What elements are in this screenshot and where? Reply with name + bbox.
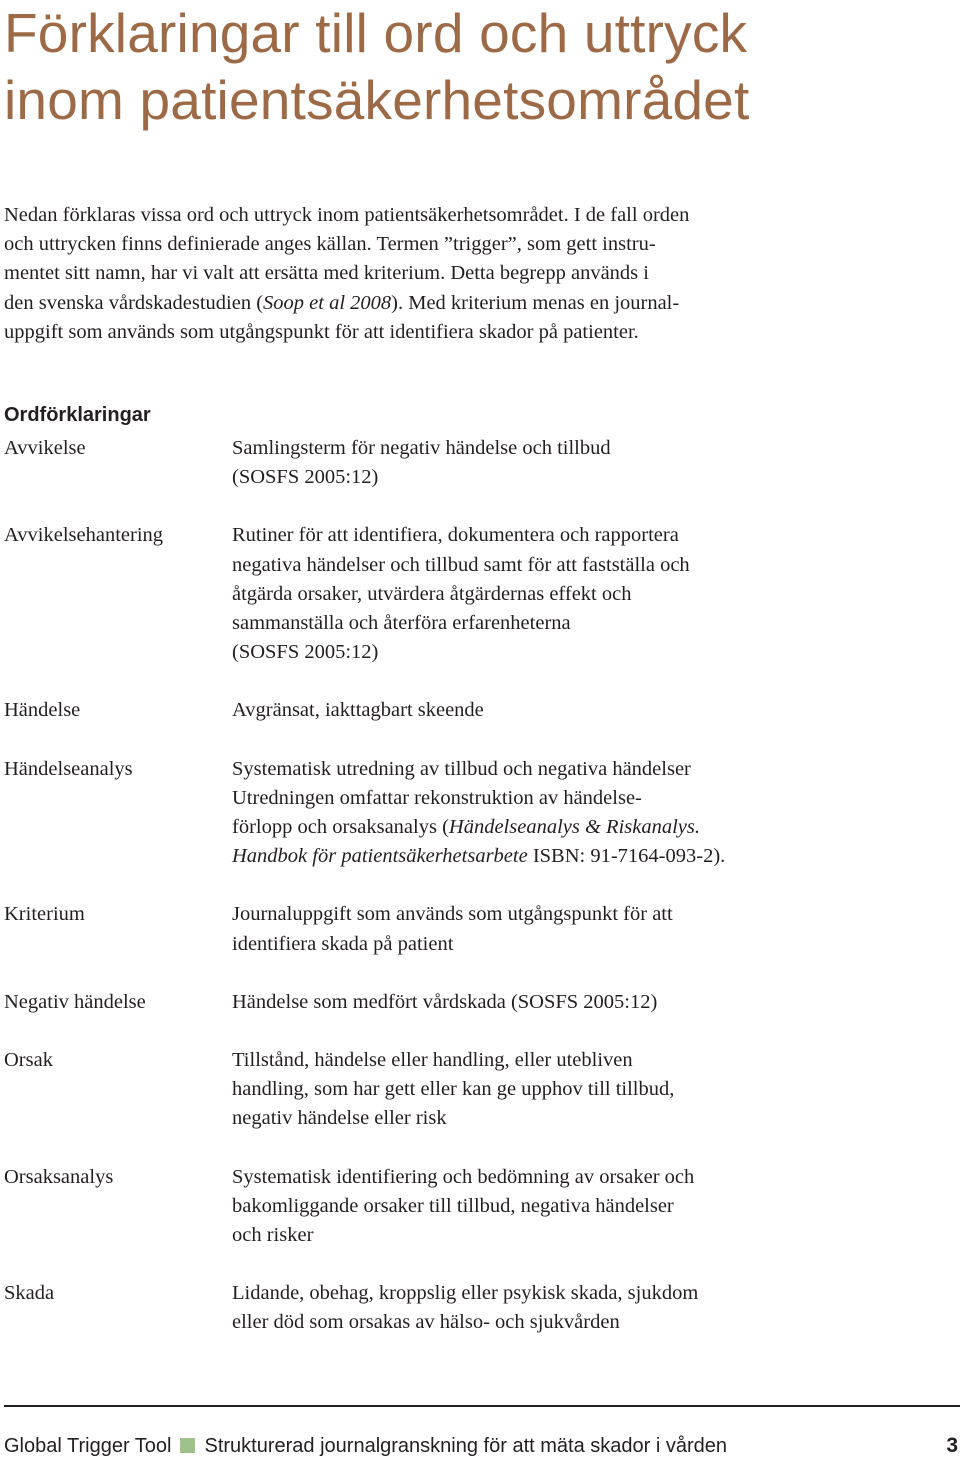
definition-line: eller död som orsakas av hälso- och sjukvården [232, 1311, 620, 1334]
glossary-entry [4, 434, 954, 492]
definition-line: Systematisk utredning av tillbud och negativa händelser [232, 757, 691, 780]
glossary-term: Händelse [4, 699, 81, 722]
glossary-definition [232, 696, 954, 725]
glossary-definition [232, 521, 954, 667]
glossary-term: Skada [4, 1282, 55, 1305]
glossary-term: Negativ händelse [4, 990, 146, 1013]
glossary-definition [232, 1046, 954, 1134]
glossary-list [4, 434, 954, 1367]
page-number: 3 [946, 1434, 958, 1457]
definition-line: handling, som har gett eller kan ge upphov till tillbud, [232, 1078, 675, 1101]
intro-line: och uttrycken finns definierade anges källan. Termen ”trigger”, som gett instru- [4, 233, 656, 256]
definition-text: förlopp och orsaksanalys ( [232, 816, 449, 839]
glossary-definition [232, 1163, 954, 1251]
definition-line: Utredningen omfattar rekonstruktion av händelse- [232, 786, 642, 809]
definition-line: Systematisk identifiering och bedömning av orsaker och [232, 1165, 695, 1188]
publication-subtitle: Strukturerad journalgranskning för att mäta skador i vården [204, 1435, 727, 1457]
intro-line [4, 289, 764, 318]
definition-line: Lidande, obehag, kroppslig eller psykisk skada, sjukdom [232, 1282, 699, 1305]
intro-line: Nedan förklaras vissa ord och uttryck inom patientsäkerhetsområdet. I de fall orden [4, 204, 690, 226]
glossary-heading: Ordförklaringar [4, 404, 151, 426]
glossary-term: Avvikelse [4, 437, 86, 459]
page-title [4, 0, 954, 134]
definition-line: negativ händelse eller risk [232, 1107, 447, 1130]
definition-line: åtgärda orsaker, utvärdera åtgärdernas effekt och [232, 582, 632, 605]
glossary-definition [232, 434, 954, 492]
glossary-entry [4, 521, 954, 667]
definition-citation: Händelseanalys & Riskanalys. [448, 816, 700, 839]
definition-line: sammanställa och återföra erfarenheterna [232, 612, 571, 635]
glossary-term: Orsaksanalys [4, 1165, 114, 1188]
definition-citation: Handbok för patientsäkerhetsarbete [232, 845, 528, 868]
definition-line [232, 813, 954, 842]
definition-line [232, 842, 954, 871]
footer-left [4, 1431, 727, 1461]
intro-text: ). Med kriterium menas en journal- [391, 291, 680, 314]
definition-text: ISBN: 91-7164-093-2). [527, 845, 726, 868]
definition-line: bakomliggande orsaker till tillbud, negativa händelser [232, 1194, 674, 1217]
glossary-entry [4, 1163, 954, 1251]
definition-line: (SOSFS 2005:12) [232, 641, 379, 664]
glossary-entry [4, 900, 954, 958]
glossary-term: Orsak [4, 1049, 53, 1072]
definition-line: Samlingsterm för negativ händelse och tillbud [232, 437, 611, 459]
definition-line: Avgränsat, iakttagbart skeende [232, 699, 484, 722]
glossary-entry [4, 696, 954, 725]
intro-line: mentet sitt namn, har vi valt att ersätta med kriterium. Detta begrepp används i [4, 262, 649, 285]
footer-divider [4, 1405, 960, 1407]
definition-line: negativa händelser och tillbud samt för att fastställa och [232, 553, 690, 576]
definition-line: Händelse som medfört vårdskada (SOSFS 2005:12) [232, 990, 658, 1013]
glossary-term: Händelseanalys [4, 757, 133, 780]
definition-line: Rutiner för att identifiera, dokumentera och rapportera [232, 524, 679, 547]
publication-name: Global Trigger Tool [4, 1435, 172, 1457]
glossary-definition [232, 755, 954, 872]
glossary-definition [232, 900, 954, 958]
glossary-entry [4, 1046, 954, 1134]
glossary-definition [232, 1279, 954, 1337]
definition-line: identifiera skada på patient [232, 932, 454, 955]
green-square-icon [180, 1438, 195, 1453]
intro-paragraph [4, 201, 764, 347]
glossary-entry [4, 755, 954, 872]
intro-citation-authors: Soop et al [263, 291, 346, 314]
intro-citation-year: 2008 [345, 291, 392, 314]
intro-text: den svenska vårdskadestudien ( [4, 291, 264, 314]
definition-line: Tillstånd, händelse eller handling, eller utebliven [232, 1049, 633, 1072]
page-title-line: inom patientsäkerhetsområdet [4, 69, 750, 131]
definition-line: (SOSFS 2005:12) [232, 466, 379, 489]
glossary-term: Kriterium [4, 903, 85, 926]
glossary-entry [4, 988, 954, 1017]
glossary-entry [4, 1279, 954, 1337]
glossary-definition [232, 988, 954, 1017]
page-title-line: Förklaringar till ord och uttryck [4, 2, 748, 64]
definition-line: och risker [232, 1224, 314, 1247]
page-footer [4, 1431, 960, 1461]
glossary-term: Avvikelsehantering [4, 524, 164, 547]
intro-line: uppgift som används som utgångspunkt för att identifiera skador på patienter. [4, 320, 639, 343]
definition-line: Journaluppgift som används som utgångspunkt för att [232, 903, 673, 926]
